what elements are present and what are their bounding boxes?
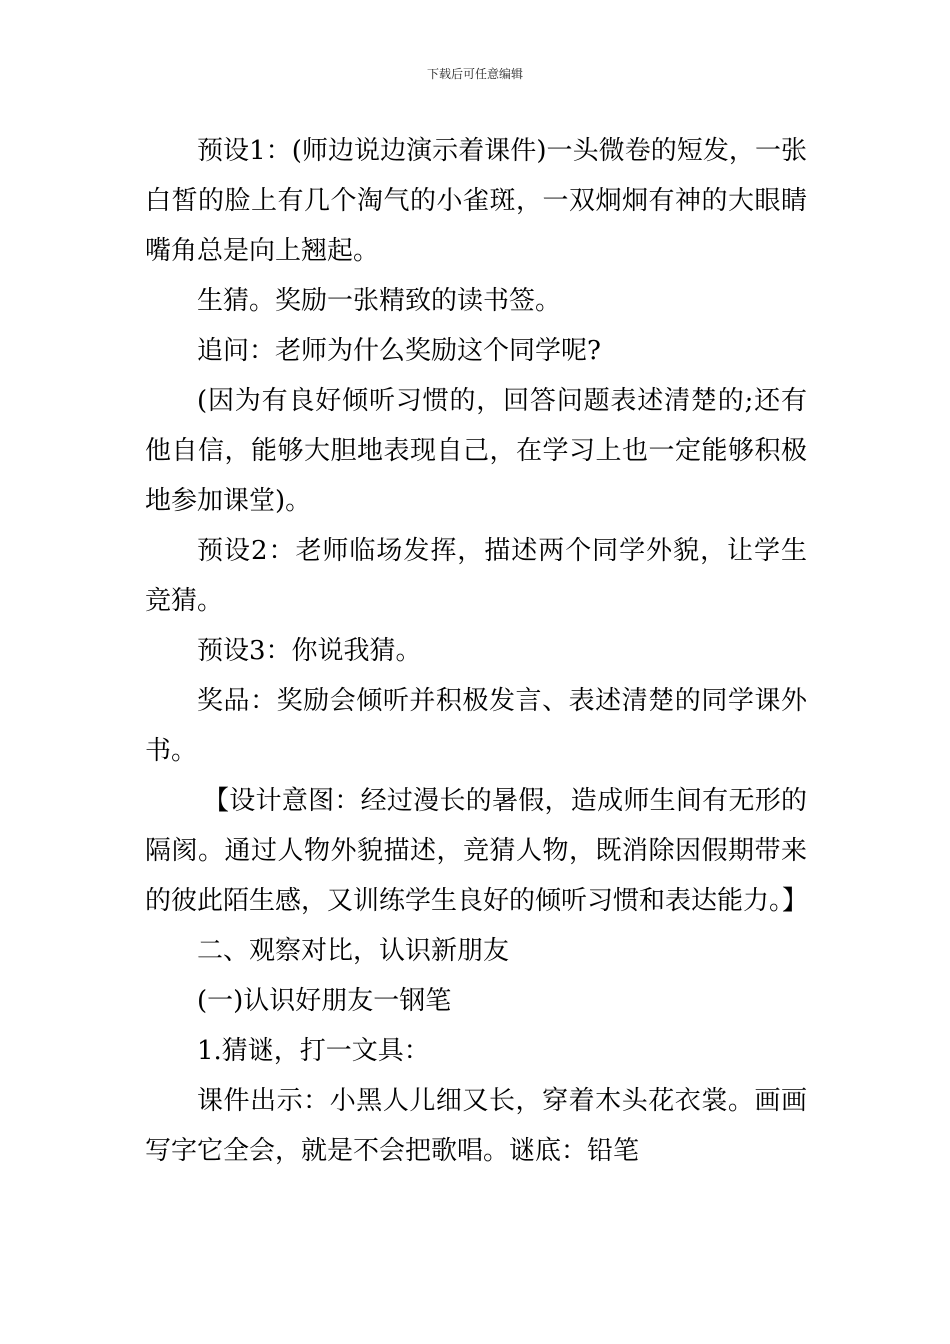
paragraph-preset-1: 预设1：(师边说边演示着课件)一头微卷的短发，一张白皙的脸上有几个淘气的小雀斑，一双炯炯有神的大眼睛嘴角总是向上翘起。 — [145, 136, 807, 266]
paragraph-reason: (因为有良好倾听习惯的，回答问题表述清楚的;还有他自信，能够大胆地表现自己，在学习上也一定能够积极地参加课堂)。 — [145, 386, 807, 516]
document-body — [145, 126, 807, 1176]
paragraph-follow-up-question: 追问：老师为什么奖励这个同学呢? — [197, 336, 601, 366]
paragraph-prize: 奖品：奖励会倾听并积极发言、表述清楚的同学课外书。 — [145, 686, 807, 766]
paragraph-student-guess: 生猜。奖励一张精致的读书签。 — [197, 286, 562, 316]
subsection-heading-pen: (一)认识好朋友一钢笔 — [197, 986, 452, 1016]
paragraph-preset-2: 预设2：老师临场发挥，描述两个同学外貌，让学生竞猜。 — [145, 536, 807, 616]
paragraph-riddle-content: 课件出示：小黑人儿细又长，穿着木头花衣裳。画画写字它全会，就是不会把歌唱。谜底：铅笔 — [145, 1086, 807, 1166]
paragraph-design-intent: 【设计意图：经过漫长的暑假，造成师生间有无形的隔阂。通过人物外貌描述，竞猜人物，既消除因假期带来的彼此陌生感，又训练学生良好的倾听习惯和表达能力。】 — [145, 786, 809, 916]
paragraph-preset-3: 预设3：你说我猜。 — [197, 636, 422, 666]
page-header: 下载后可任意编辑 — [426, 67, 523, 81]
section-heading-observe-compare: 二、观察对比，认识新朋友 — [197, 936, 510, 966]
paragraph-riddle-intro: 1.猜谜，打一文具： — [197, 1036, 430, 1066]
